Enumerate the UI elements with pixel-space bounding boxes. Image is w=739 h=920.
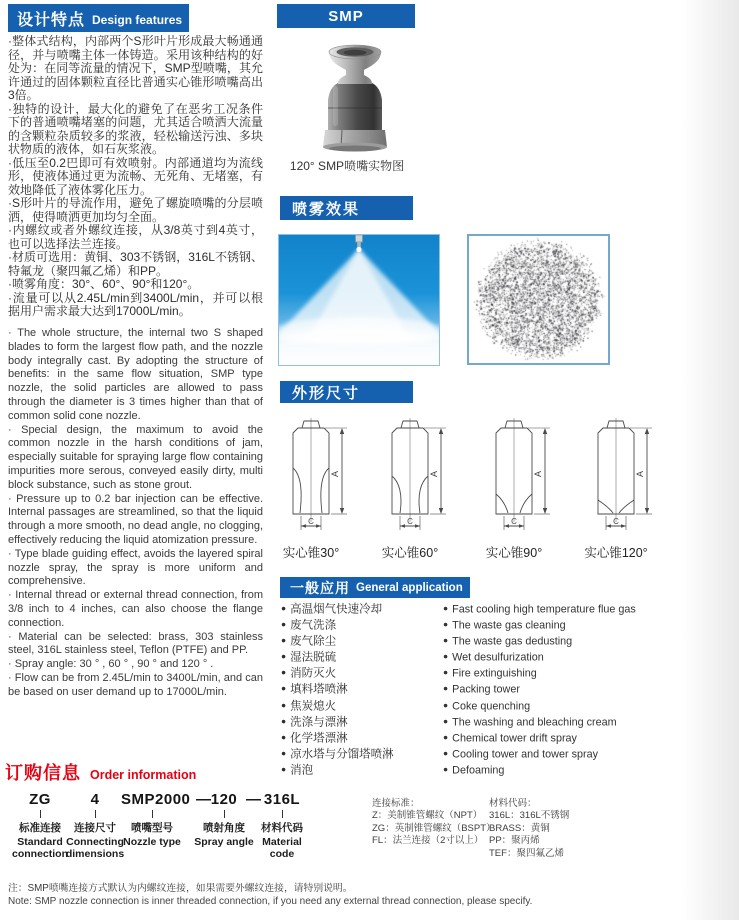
smp-section-header — [277, 4, 415, 28]
code-tick — [95, 810, 96, 818]
general-application-title-cn: 一般应用 — [290, 579, 350, 596]
connection-standards-title: 连接标准： — [372, 798, 420, 809]
code-label-en: Spray angle — [194, 836, 254, 848]
spray-cone-image — [278, 234, 440, 366]
code-separator: — — [196, 791, 211, 808]
dim-label-c: C — [308, 517, 314, 526]
application-item: ● 填料塔喷淋 — [281, 681, 394, 697]
application-item: ● 高温烟气快速冷却 — [281, 601, 394, 617]
application-item: ● Wet desulfurization — [443, 649, 636, 665]
application-item: ● 废气洗涤 — [281, 617, 394, 633]
design-bullet-cn: ·整体式结构，内部两个S形叶片形成最大畅通通径，并与喷嘴主体一体铸造。采用该种结构的好处为：在同等流量的情况下，SMP型喷嘴，其允许通过的固体颗粒直径比普通实心锥形喷嘴高出3倍。 — [8, 35, 263, 102]
connection-standards-block — [372, 798, 496, 848]
application-item: ● 洗涤与漂淋 — [281, 714, 394, 730]
code-label-cn: 标准连接 — [19, 822, 61, 834]
drawing-caption: 实心锥30° — [282, 546, 340, 560]
design-features-title-en: Design features — [92, 12, 183, 27]
nozzle-photo-caption: 120° SMP喷嘴实物图 — [289, 159, 405, 173]
design-bullet-en: · Material can be selected: brass, 303 stainless steel, 316L stainless steel, Teflon (PTFE) and PP. — [8, 630, 263, 657]
application-item: ● The waste gas cleaning — [443, 617, 636, 633]
code-value: 120 — [210, 791, 238, 808]
dim-label-c: C — [407, 517, 413, 526]
design-bullet-cn: ·低压至0.2巴即可有效喷射。内部通道均为流线形，使液体通过更为流畅、无死角、无堵塞，有效地降低了液体雾化压力。 — [8, 155, 263, 197]
application-item: ● 湿法脱硫 — [281, 649, 394, 665]
code-part-connecting-dimensions — [64, 791, 126, 860]
dim-label-c: C — [511, 517, 517, 526]
application-list-cn — [281, 601, 394, 778]
order-info-title — [5, 759, 196, 785]
dimensions-title: 外形尺寸 — [292, 384, 361, 402]
dim-label-a: A — [330, 470, 340, 478]
application-item: ● Coke quenching — [443, 698, 636, 714]
application-item: ● Cooling tower and tower spray — [443, 746, 636, 762]
application-item: ● Chemical tower drift spray — [443, 730, 636, 746]
code-separator: — — [246, 791, 261, 808]
spray-effect-header — [280, 196, 413, 220]
design-bullet-cn: ·内螺纹或者外螺纹连接，从3/8英寸到4英寸，也可以选择法兰连接。 — [8, 223, 263, 251]
dim-label-a: A — [635, 470, 645, 478]
code-label-cn: 材料代码 — [261, 822, 303, 834]
material-code-item: TEF：聚四氟乙烯 — [489, 847, 564, 859]
spray-distribution-canvas — [470, 237, 607, 362]
code-label-cn: 喷射角度 — [203, 822, 245, 834]
application-item: ● 消泡 — [281, 762, 394, 778]
application-item: ● 化学塔漂淋 — [281, 730, 394, 746]
dimension-drawing-90 — [484, 416, 558, 538]
design-bullet-en: · Flow can be from 2.45L/min to 3400L/min, and can be based on user demand up to 17000L/min. — [8, 671, 263, 698]
general-application-title-en: General application — [356, 582, 463, 594]
design-features-text-cn — [8, 35, 263, 323]
design-bullet-en: · Internal thread or external thread connection, from 3/8 inch to 4 inches, can also choose the flange connection. — [8, 589, 263, 629]
code-label-cn: 喷嘴型号 — [131, 822, 173, 834]
application-item: ● Fast cooling high temperature flue gas — [443, 601, 636, 617]
connection-standard-item: FL：法兰连接（2寸以上） — [372, 835, 484, 847]
application-list-en — [443, 601, 636, 778]
application-item: ● The washing and bleaching cream — [443, 714, 636, 730]
design-bullet-cn: ·喷雾角度：30°、60°、90°和120°。 — [8, 277, 200, 291]
design-bullet-en: · The whole structure, the internal two S shaped blades to form the largest flow path, and the nozzle body integrally cast. By adopting the structure of benefits: in the same flow situation, SMP type nozzle, the solid particles are allowed to pass through the diameter is 3 times higher than that of common solid cone nozzle. — [8, 327, 263, 422]
design-bullet-en: · Pressure up to 0.2 bar injection can be effective. Internal passages are streamlined, so that the liquid through a more smooth, no dead angle, no clogging, effectively reducing the liquid atomization pressure. — [8, 492, 263, 546]
dim-label-a: A — [429, 470, 439, 478]
dimension-drawing-60 — [380, 416, 454, 538]
drawing-caption: 实心锥60° — [381, 546, 439, 560]
note-en: Note: SMP nozzle connection is inner threaded connection, if you need any external thread connection, please specify. — [8, 896, 533, 907]
application-item: ● 焦炭熄火 — [281, 698, 394, 714]
design-features-header — [8, 4, 189, 32]
code-tick — [282, 810, 283, 818]
code-part-standard-connection — [9, 791, 71, 860]
design-features-title-cn: 设计特点 — [17, 11, 86, 29]
dimension-drawing-120 — [586, 416, 660, 538]
application-item: ● 凉水塔与分馏塔喷淋 — [281, 746, 394, 762]
design-bullet-cn: ·S形叶片的导流作用，避免了螺旋喷嘴的分层喷洒，使得喷洒更加均匀全面。 — [8, 196, 263, 224]
code-tick — [152, 810, 153, 818]
order-info-title-en: Order information — [90, 768, 197, 782]
code-label-en: Material code — [262, 836, 302, 860]
order-info-title-cn: 订购信息 — [5, 763, 81, 783]
application-item: ● Fire extinguishing — [443, 665, 636, 681]
spray-effect-title: 喷雾效果 — [292, 200, 361, 218]
code-value: SMP2000 — [121, 791, 191, 808]
code-value: 4 — [90, 791, 100, 808]
dimensions-header — [280, 381, 413, 403]
design-bullet-en: · Type blade guiding effect, avoids the layered spiral nozzle spray, the spray is more uniform and comprehensive. — [8, 547, 263, 588]
material-code-item: BRASS：黄铜 — [489, 822, 550, 834]
dim-label-c: C — [613, 517, 619, 526]
spray-distribution-image — [467, 234, 610, 365]
drawing-caption: 实心锥120° — [584, 546, 648, 560]
code-label-en: Nozzle type — [123, 836, 181, 848]
application-item: ● 废气除尘 — [281, 633, 394, 649]
design-features-text-en — [8, 327, 263, 757]
material-code-item: PP：聚丙烯 — [489, 835, 540, 847]
note-cn: 注：SMP喷嘴连接方式默认为内螺纹连接，如果需要外螺纹连接，请特别说明。 — [8, 883, 353, 894]
design-bullet-en: · Spray angle: 30 ° , 60 ° , 90 ° and 120 ° . — [8, 658, 214, 671]
code-label-en: Standard connection — [11, 836, 68, 860]
code-tick — [40, 810, 41, 818]
connection-standard-item: ZG：英制锥管螺纹（BSPT） — [372, 822, 496, 834]
code-label-en: Connecting dimensions — [65, 836, 125, 860]
nozzle-photo — [308, 42, 403, 154]
design-bullet-en: · Special design, the maximum to avoid the common nozzle in the harsh conditions of jam, especially suitable for spraying large flow containing impurities more serous, conveyed easily dirty, multi block substance, such as stone grout. — [8, 423, 263, 491]
order-code-row — [0, 791, 345, 871]
material-codes-block — [489, 798, 569, 860]
smp-title: SMP — [328, 7, 364, 25]
code-label-cn: 连接尺寸 — [74, 822, 116, 834]
drawing-caption: 实心锥90° — [485, 546, 543, 560]
code-part-nozzle-type — [121, 791, 191, 849]
design-bullet-cn: ·独特的设计，最大化的避免了在恶劣工况条件下的普通喷嘴堵塞的问题，尤其适合喷洒大流量的含颗粒杂质较多的浆液，轻松输送污浊、多块状物质的液体，如石灰浆液。 — [8, 101, 263, 156]
code-tick — [224, 810, 225, 818]
design-bullet-cn: ·流量可以从2.45L/min到3400L/min，并可以根据用户需求最大达到17000L/min。 — [8, 290, 263, 318]
connection-standard-item: Z：美制锥管螺纹（NPT） — [372, 810, 483, 822]
code-value: ZG — [29, 791, 51, 808]
material-codes-title: 材料代码： — [489, 798, 537, 809]
application-item: ● 消防灭火 — [281, 665, 394, 681]
dimension-drawing-30 — [281, 416, 355, 538]
general-application-header — [280, 577, 470, 598]
application-item: ● Defoaming — [443, 762, 636, 778]
application-item: ● The waste gas dedusting — [443, 633, 636, 649]
application-item: ● Packing tower — [443, 681, 636, 697]
code-value: 316L — [263, 791, 301, 808]
design-bullet-cn: ·材质可选用：黄铜、303不锈钢，316L不锈钢、特氟龙（聚四氟乙烯）和PP。 — [8, 250, 263, 278]
material-code-item: 316L：316L不锈钢 — [489, 810, 570, 822]
scan-edge-shade — [681, 0, 739, 920]
dim-label-a: A — [533, 470, 543, 478]
